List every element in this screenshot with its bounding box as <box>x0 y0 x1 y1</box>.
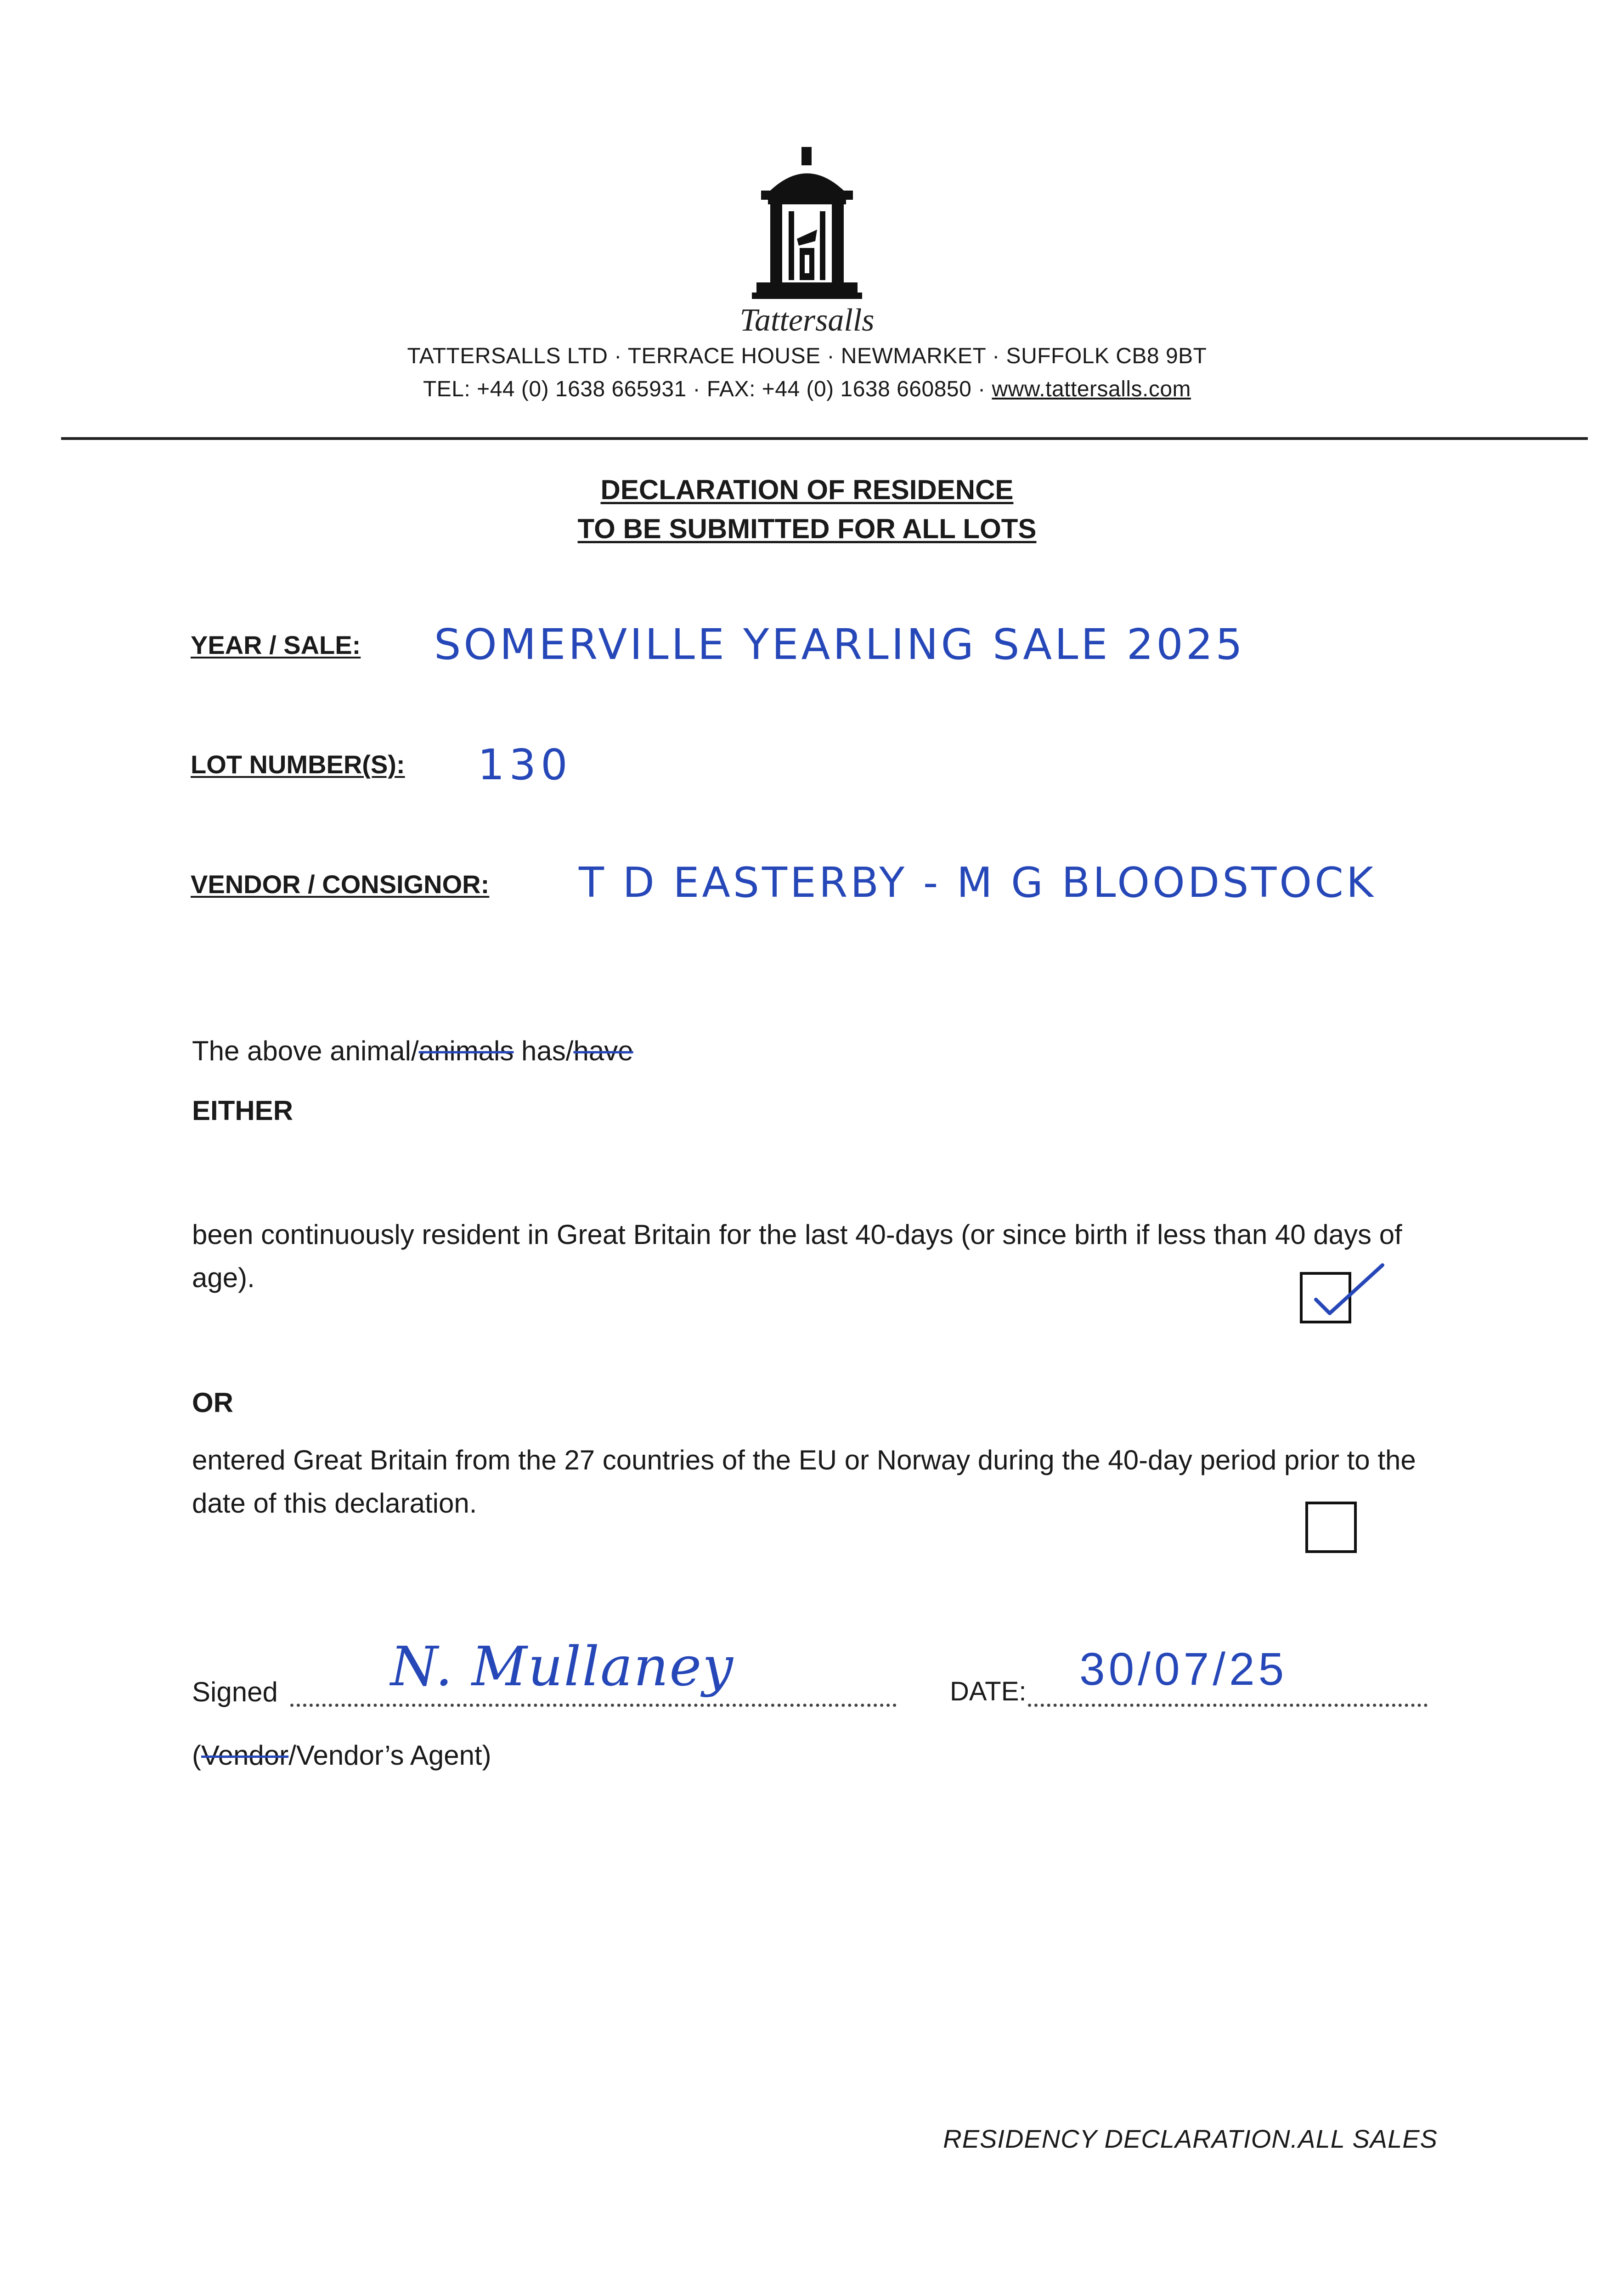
year-sale-label: YEAR / SALE: <box>191 630 361 659</box>
struck-animals: animals <box>418 1035 514 1066</box>
lot-number-label: LOT NUMBER(S): <box>191 750 405 779</box>
date-value[interactable]: 30/07/25 <box>1079 1643 1288 1695</box>
option2-checkbox[interactable] <box>1305 1502 1357 1553</box>
company-address: TATTERSALLS LTD · TERRACE HOUSE · NEWMARKET · SUFFOLK CB8 9BT <box>407 344 1207 368</box>
phone-fax: TEL: +44 (0) 1638 665931 · FAX: +44 (0) 1638 660850 · <box>423 377 992 401</box>
date-label: DATE: <box>950 1677 1027 1706</box>
vendor-consignor-value[interactable]: T D EASTERBY - M G BLOODSTOCK <box>579 859 1376 907</box>
or-heading: OR <box>192 1387 233 1418</box>
website-link[interactable]: www.tattersalls.com <box>992 377 1191 401</box>
vendor-consignor-label: VENDOR / CONSIGNOR: <box>191 870 490 899</box>
agent-open: ( <box>192 1740 201 1771</box>
declaration-intro <box>192 1030 633 1073</box>
either-heading: EITHER <box>192 1095 293 1126</box>
intro-start: The above animal/ <box>192 1035 419 1066</box>
document-title: DECLARATION OF RESIDENCE <box>600 474 1014 505</box>
intro-middle: has/ <box>514 1035 574 1066</box>
tattersalls-logo <box>743 147 871 303</box>
signed-label: Signed <box>192 1677 278 1707</box>
header-divider <box>61 437 1588 440</box>
option1-text: been continuously resident in Great Britain for the last 40-days (or since birth if less than 40 days of age). <box>192 1219 1402 1293</box>
company-contact <box>0 377 1614 402</box>
signer-role <box>192 1739 491 1771</box>
signature[interactable]: N. Mullaney <box>390 1635 734 1698</box>
year-sale-value[interactable]: SOMERVILLE YEARLING SALE 2025 <box>434 620 1245 669</box>
document-subtitle: TO BE SUBMITTED FOR ALL LOTS <box>577 513 1037 544</box>
footer-reference: RESIDENCY DECLARATION.ALL SALES <box>943 2124 1438 2153</box>
agent-rest: /Vendor’s Agent) <box>288 1740 491 1771</box>
struck-vendor: Vendor <box>201 1740 289 1771</box>
option2-text: entered Great Britain from the 27 countries of the EU or Norway during the 40-day period prior to the date of this declaration. <box>192 1445 1416 1519</box>
struck-have: have <box>573 1035 633 1066</box>
checkmark-icon <box>1300 1256 1387 1329</box>
lot-number-value[interactable]: 130 <box>478 740 572 789</box>
brand-name: Tattersalls <box>739 303 875 338</box>
